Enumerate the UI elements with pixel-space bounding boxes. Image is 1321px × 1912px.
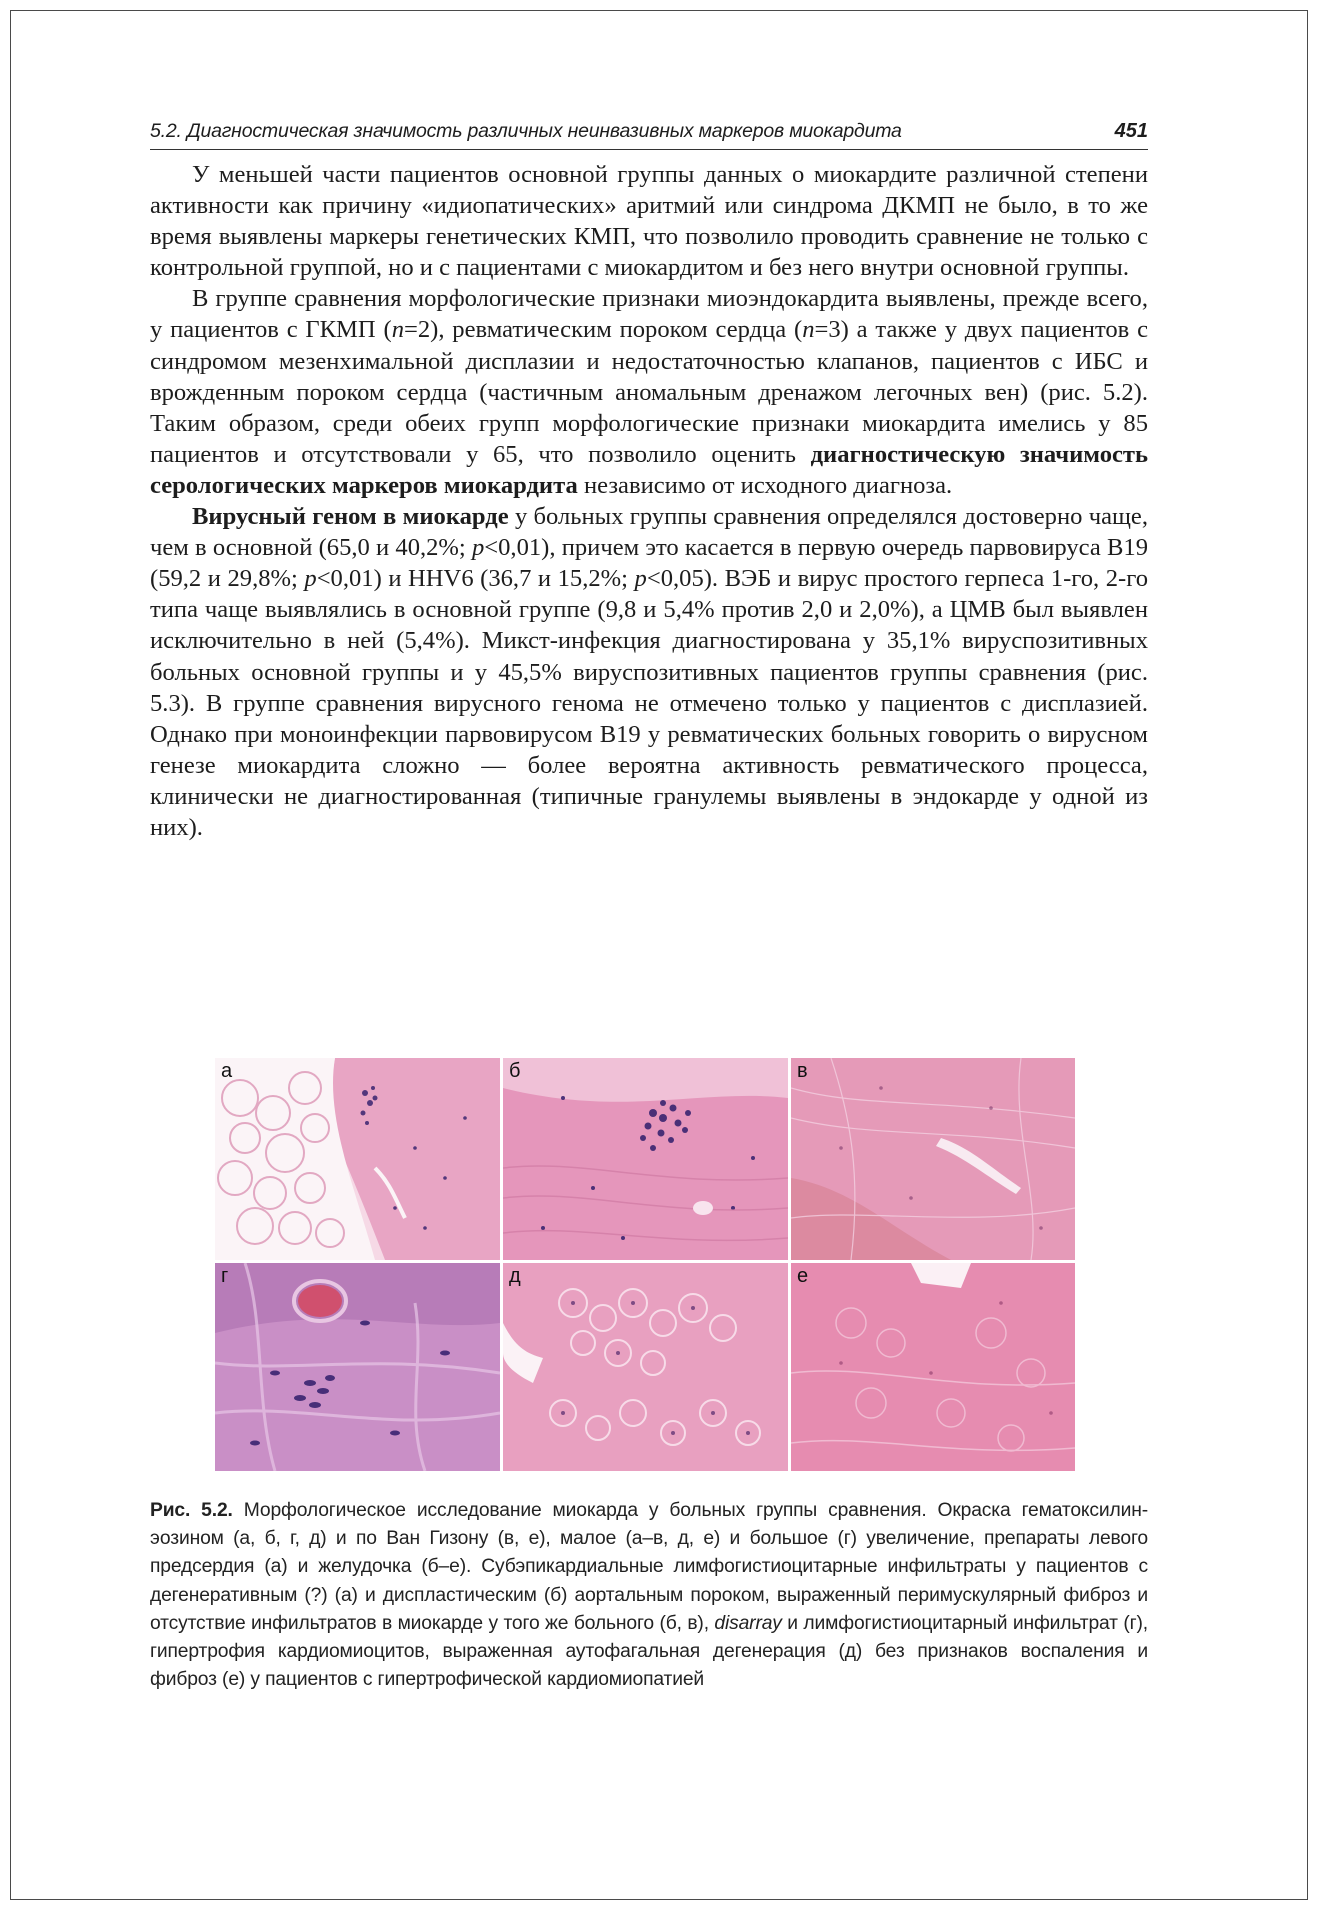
figure-5-2 — [215, 1058, 1075, 1471]
text-run: В группе сравнения морфологические признаки миоэндокардита выявлены, прежде всего, у пациентов с ГКМП ( — [150, 285, 1148, 344]
text-run: <0,05). ВЭБ и вирус простого герпеса 1-го, 2-го типа чаще выявлялись в основной группе (9,8 и 5,4% против 2,0 и 2,0%), а ЦМВ был выявлен исключительно в ней (5,4%). Микст-инфекция диагностирована у 35,1% вируспозитивных больных основной группы и у 45,5% вируспозитивных пациентов группы сравнения (рис. 5.3). В группе сравнения вирусного генома не отмечено только у пациентов с дисплазией. Однако при моноинфекции парвовирусом В19 у ревматических больных говорить о вирусном генезе миокардита сложно — более вероятна активность ревматического процесса, клинически не диагностированная (типичные гранулемы выявлены в эндокарде у одной из них). — [150, 565, 1148, 841]
text-run: независимо от исходного диагноза. — [577, 471, 953, 499]
text-run: Морфологическое исследование миокарда у больных группы сравнения. Окраска гематоксилин-эозином (а, б, г, д) и по Ван Гизону (в, е), малое (а–в, д, е) и большое (г) увеличение, препараты левого предсердия (а) и желудочка (б–е). Субэпикардиальные лимфогистиоцитарные инфильтраты у пациентов с дегенеративным (?) (а) и диспластическим (б) аортальным пороком, выраженный перимускулярный фиброз и отсутствие инфильтратов в миокарде у того же больного (б, в), — [150, 1500, 1148, 1634]
text-run: и лимфогистиоцитарный инфильтрат (г), гипертрофия кардиомиоцитов, выраженная аутофагальная дегенерация (д) без признаков воспаления и фиброз (е) у пациентов с гипертрофической кардиомиопатией — [150, 1612, 1148, 1691]
page-content — [150, 120, 1148, 843]
paragraph — [150, 501, 1148, 843]
italic-text: n — [802, 316, 815, 344]
running-header — [150, 120, 1148, 150]
micrograph-image — [215, 1263, 500, 1471]
text-run: =3) а также у двух пациентов с синдромом мезенхимальной дисплазии и недостаточностью клапанов, пациентов с ИБС и врожденным пороком сердца (частичным аномальным дренажом легочных вен) (рис. 5.2). Таким образом, среди обеих групп морфологические признаки миокардита имелись у 85 пациентов и отсутствовали у 65, что позволило оценить — [150, 316, 1149, 468]
micrograph-image — [791, 1263, 1075, 1471]
italic-text: n — [391, 316, 404, 344]
micrograph-image — [503, 1058, 788, 1260]
panel-label: а — [221, 1060, 233, 1082]
body-text — [150, 159, 1148, 843]
micrograph-panel-b — [503, 1058, 788, 1260]
micrograph-panel-v — [791, 1058, 1075, 1260]
panel-label: в — [797, 1060, 808, 1082]
bold-text: Вирусный геном в миокарде — [192, 503, 509, 531]
panel-label: б — [509, 1060, 521, 1082]
italic-text: p — [471, 534, 485, 562]
running-title: 5.2. Диагностическая значимость различных неинвазивных маркеров миокардита — [150, 120, 902, 142]
micrograph-panel-g — [215, 1263, 500, 1471]
panel-label: е — [797, 1265, 809, 1287]
italic-text: p — [304, 565, 317, 593]
micrograph-panel-e — [791, 1263, 1075, 1471]
paragraph — [150, 159, 1148, 283]
text-run: =2), ревматическим пороком сердца ( — [403, 316, 803, 344]
text-run: <0,01), причем это касается в первую очередь парвовируса В19 (59,2 и 29,8%; — [150, 534, 1148, 593]
text-run: у больных группы сравнения определялся достоверно чаще, чем в основной (65,0 и 40,2%; — [150, 503, 1148, 562]
micrograph-image — [503, 1263, 788, 1471]
paragraph — [150, 283, 1148, 501]
italic-text: p — [634, 565, 647, 593]
text-run: У меньшей части пациентов основной группы данных о миокардите различной степени активности как причину «идиопатических» аритмий или синдрома ДКМП не было, в то же время выявлены маркеры генетических КМП, что позволило проводить сравнение не только с контрольной группой, но и с пациентами с миокардитом и без него внутри основной группы. — [150, 161, 1148, 282]
micrograph-image — [791, 1058, 1075, 1260]
micrograph-panel-a — [215, 1058, 500, 1260]
panel-label: д — [509, 1265, 521, 1287]
bold-text: Рис. 5.2. — [150, 1500, 233, 1521]
bold-text: диагностическую значимость серологических маркеров миокардита — [150, 440, 1148, 499]
figure-caption — [150, 1497, 1148, 1694]
text-run: <0,01) и HHV6 (36,7 и 15,2%; — [316, 565, 635, 593]
italic-text: disarray — [714, 1612, 782, 1634]
micrograph-image — [215, 1058, 500, 1260]
page-number: 451 — [1114, 120, 1148, 142]
micrograph-panel-d — [503, 1263, 788, 1471]
panel-label: г — [221, 1265, 229, 1287]
